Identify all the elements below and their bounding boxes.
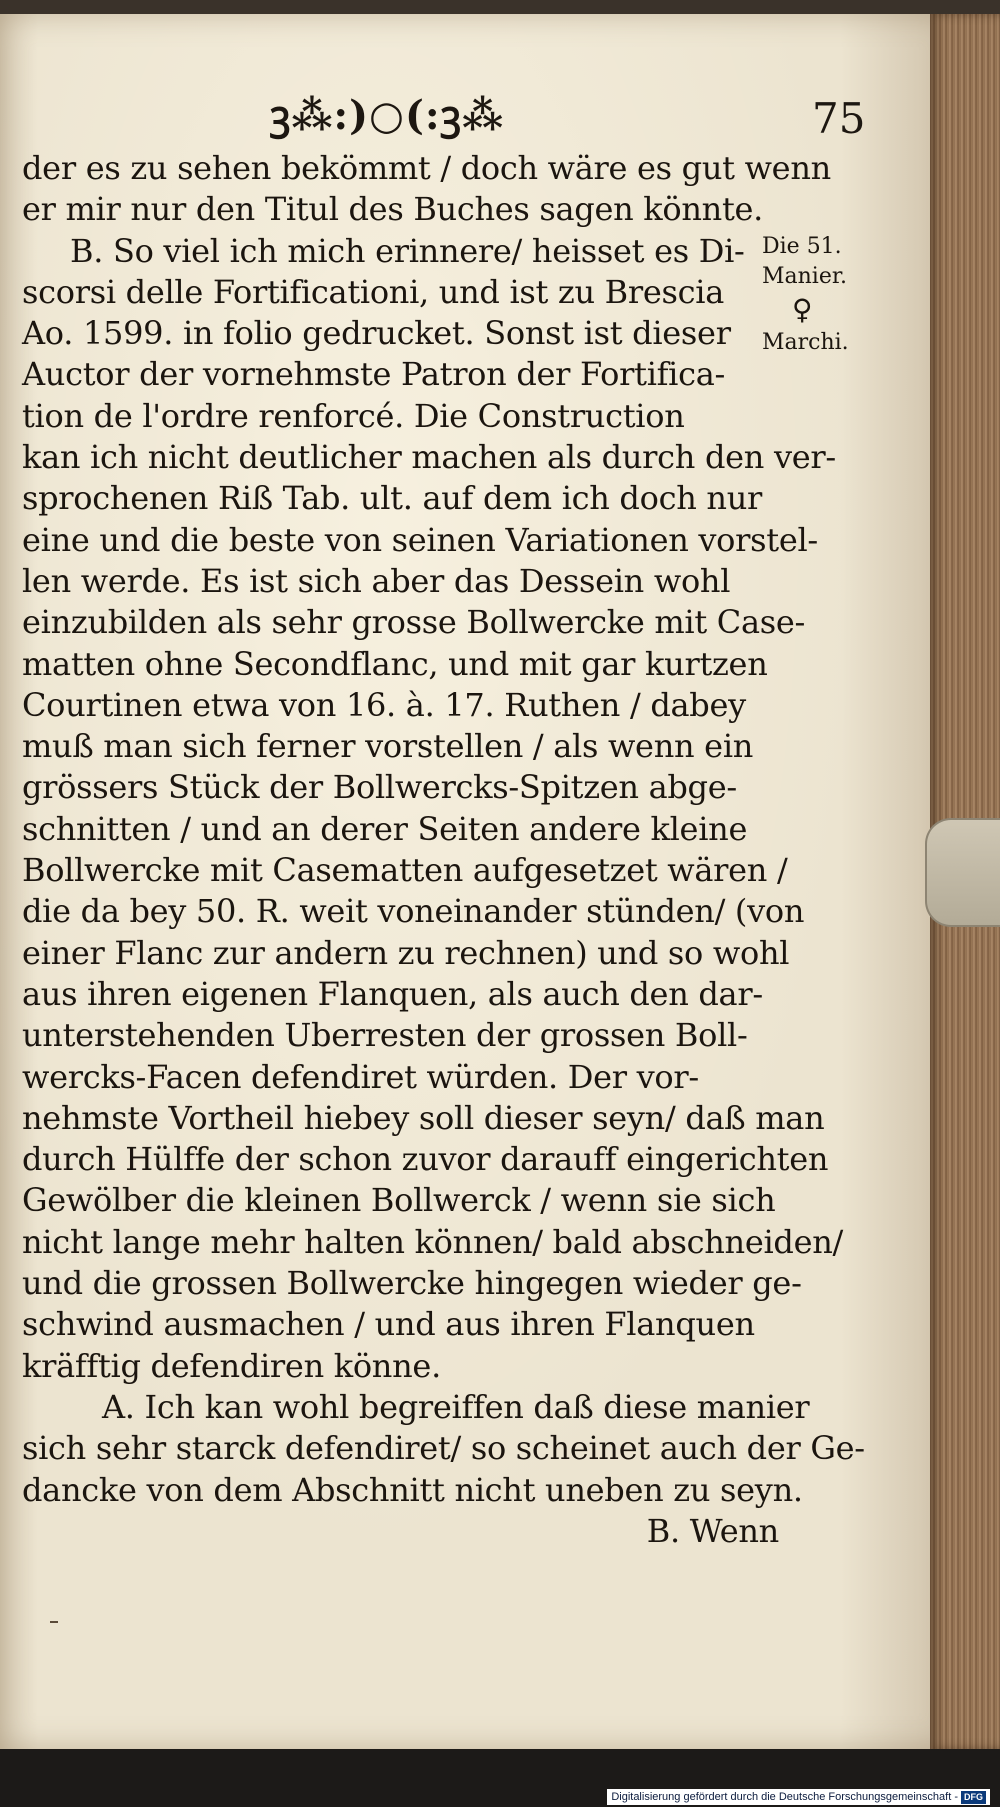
text-line: der es zu sehen bekömmt / doch wäre es gut wenn	[22, 149, 831, 187]
text-line: grössers Stück der Bollwercks-Spitzen abge-	[22, 768, 737, 807]
text-line: einzubilden als sehr grosse Bollwercke mit Case-	[22, 603, 805, 642]
text-line: einer Flanc zur andern zu rechnen) und so wohl	[22, 933, 790, 972]
text-line: kan ich nicht deutlicher machen als durch den ver-	[22, 438, 836, 477]
text-line: schwind ausmachen / und aus ihren Flanquen	[22, 1305, 755, 1344]
text-line: Auctor der vornehmste Patron der Fortifica-	[22, 355, 726, 394]
text-line: unterstehenden Uberresten der grossen Boll-	[22, 1016, 748, 1055]
stray-mark	[50, 1621, 58, 1623]
funding-banner-text: Digitalisierung gefördert durch die Deutsche Forschungsgemeinschaft -	[611, 1791, 958, 1803]
catchword: B. Wenn	[646, 1511, 779, 1550]
text-line: sprochenen Riß Tab. ult. auf dem ich doch nur	[22, 479, 763, 518]
text-line: scorsi delle Fortificationi, und ist zu Brescia	[22, 272, 724, 311]
text-line: eine und die beste von seinen Variationen vorstel-	[22, 520, 818, 559]
text-line: die da bey 50. R. weit voneinander stünden/ (von	[22, 892, 805, 931]
dfg-logo: DFG	[961, 1791, 986, 1804]
margin-note	[762, 232, 872, 358]
text-line: wercks-Facen defendiret würden. Der vor-	[22, 1057, 699, 1096]
margin-note-line: Die 51.	[762, 234, 842, 259]
text-line: nicht lange mehr halten können/ bald abschneiden/	[22, 1222, 844, 1261]
text-line: er mir nur den Titul des Buches sagen könnte.	[22, 190, 764, 229]
running-head-ornament: ꝫ⁂:)○(:ꝫ⁂	[270, 92, 505, 139]
text-line: aus ihren eigenen Flanquen, als auch den dar-	[22, 974, 763, 1013]
text-line: durch Hülffe der schon zuvor darauff eingerichten	[22, 1140, 829, 1179]
text-line: kräfftig defendiren könne.	[22, 1346, 441, 1385]
text-line: nehmste Vortheil hiebey soll dieser seyn/ daß man	[22, 1098, 825, 1137]
margin-note-line: Manier.	[762, 264, 847, 289]
margin-note-line: Marchi.	[762, 330, 849, 355]
text-line: dancke von dem Abschnitt nicht uneben zu seyn.	[22, 1470, 803, 1509]
text-line: tion de l'ordre renforcé. Die Construction	[22, 396, 685, 435]
text-line: Ao. 1599. in folio gedrucket. Sonst ist dieser	[22, 314, 731, 353]
text-line: Bollwercke mit Casematten aufgesetzet wären /	[22, 851, 788, 890]
text-line: muß man sich ferner vorstellen / als wenn ein	[22, 727, 754, 766]
text-line: schnitten / und an derer Seiten andere kleine	[22, 809, 748, 848]
text-line: und die grossen Bollwercke hingegen wieder ge-	[22, 1264, 802, 1303]
funding-banner	[607, 1789, 990, 1805]
text-line: sich sehr starck defendiret/ so scheinet auch der Ge-	[22, 1429, 865, 1468]
text-line: matten ohne Secondflanc, und mit gar kurtzen	[22, 644, 768, 683]
text-line: len werde. Es ist sich aber das Dessein wohl	[22, 561, 731, 600]
text-line: Gewölber die kleinen Bollwerck / wenn sie sich	[22, 1181, 776, 1220]
page-number: 75	[812, 94, 866, 143]
text-line: Courtinen etwa von 16. à. 17. Ruthen / dabey	[22, 685, 746, 724]
bookmark-tab	[925, 818, 1000, 927]
text-line: A. Ich kan wohl begreiffen daß diese manier	[102, 1387, 810, 1426]
venus-symbol-icon: ♀	[792, 293, 813, 326]
text-line: B. So viel ich mich erinnere/ heisset es Di-	[70, 231, 745, 270]
